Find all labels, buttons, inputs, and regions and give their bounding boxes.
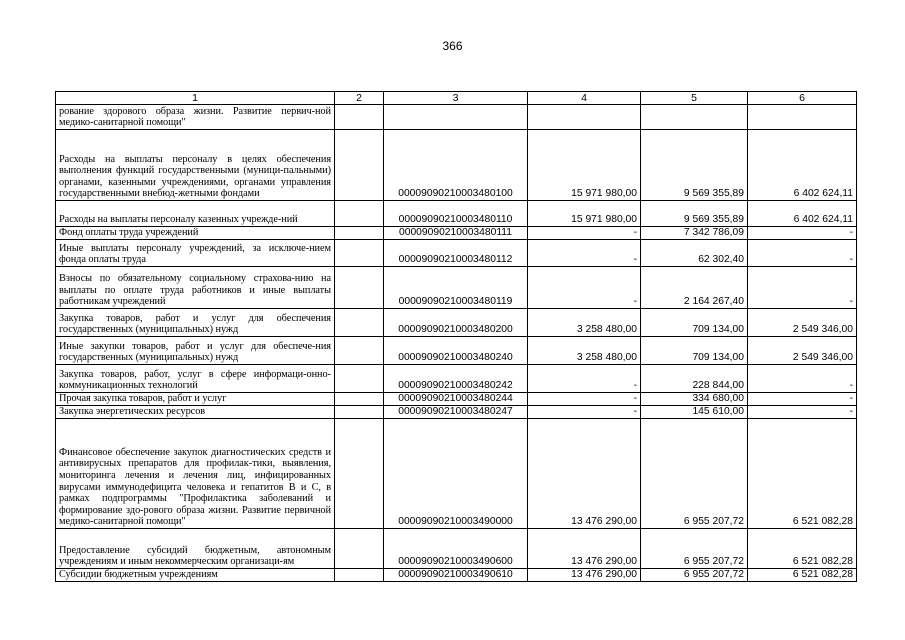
- page-number: 366: [442, 39, 463, 53]
- row-amount-4: 13 476 290,00: [528, 419, 641, 529]
- row-amount-5: 334 680,00: [641, 393, 748, 406]
- row-amount-4: -: [528, 365, 641, 393]
- header-col-6: 6: [748, 92, 857, 105]
- row-name: Закупка энергетических ресурсов: [56, 406, 335, 419]
- row-name: Иные выплаты персоналу учреждений, за исключе-нием фонда оплаты труда: [56, 240, 335, 267]
- row-code: 00009090210003480110: [384, 201, 528, 227]
- row-name: Фонд оплаты труда учреждений: [56, 227, 335, 240]
- budget-table: [55, 91, 857, 582]
- row-code: 00009090210003480240: [384, 337, 528, 365]
- table-row: [56, 227, 857, 240]
- row-code: 00009090210003480247: [384, 406, 528, 419]
- row-amount-6: [748, 105, 857, 130]
- row-code: 00009090210003480111: [384, 227, 528, 240]
- row-amount-6: 2 549 346,00: [748, 337, 857, 365]
- table-row: [56, 267, 857, 309]
- row-amount-4: -: [528, 267, 641, 309]
- row-amount-5: 9 569 355,89: [641, 130, 748, 201]
- row-amount-4: -: [528, 240, 641, 267]
- row-col2: [335, 267, 384, 309]
- row-amount-4: 13 476 290,00: [528, 569, 641, 582]
- row-amount-6: -: [748, 393, 857, 406]
- row-col2: [335, 227, 384, 240]
- row-amount-6: 6 521 082,28: [748, 529, 857, 569]
- row-name: рование здорового образа жизни. Развитие первич-ной медико-санитарной помощи": [56, 105, 335, 130]
- row-amount-6: -: [748, 240, 857, 267]
- row-amount-4: -: [528, 227, 641, 240]
- table-row: [56, 365, 857, 393]
- row-amount-4: -: [528, 393, 641, 406]
- row-amount-4: -: [528, 406, 641, 419]
- row-name: Предоставление субсидий бюджетным, автономным учреждениям и иным некоммерческим организаци-ям: [56, 529, 335, 569]
- table-row: [56, 130, 857, 201]
- row-name: Субсидии бюджетным учреждениям: [56, 569, 335, 582]
- table-row: [56, 337, 857, 365]
- row-col2: [335, 240, 384, 267]
- row-name: Закупка товаров, работ и услуг для обеспечения государственных (муниципальных) нужд: [56, 309, 335, 337]
- row-col2: [335, 419, 384, 529]
- row-col2: [335, 569, 384, 582]
- header-col-4: 4: [528, 92, 641, 105]
- row-amount-4: 13 476 290,00: [528, 529, 641, 569]
- row-amount-5: 7 342 786,09: [641, 227, 748, 240]
- table-row: [56, 419, 857, 529]
- row-name: Взносы по обязательному социальному страхова-нию на выплаты по оплате труда работников и иные выплаты работникам учреждений: [56, 267, 335, 309]
- row-col2: [335, 130, 384, 201]
- header-row: [56, 92, 857, 105]
- row-name: Расходы на выплаты персоналу казенных учрежде-ний: [56, 201, 335, 227]
- row-amount-4: 15 971 980,00: [528, 130, 641, 201]
- table-row: [56, 529, 857, 569]
- row-amount-6: 6 521 082,28: [748, 419, 857, 529]
- row-amount-5: 62 302,40: [641, 240, 748, 267]
- row-amount-4: 3 258 480,00: [528, 309, 641, 337]
- row-col2: [335, 201, 384, 227]
- row-col2: [335, 365, 384, 393]
- row-code: 00009090210003480119: [384, 267, 528, 309]
- row-name: Прочая закупка товаров, работ и услуг: [56, 393, 335, 406]
- row-amount-6: 2 549 346,00: [748, 309, 857, 337]
- row-amount-5: 9 569 355,89: [641, 201, 748, 227]
- row-name: Финансовое обеспечение закупок диагностических средств и антивирусных препаратов для профилак-тики, выявления, мониторинга лечения и лечения лиц, инфицированных вирусами иммунодефицита человека и гепатитов B и C, в рамках подпрограммы "Профилактика заболеваний и формирование здо-рового образа жизни. Развитие первичной медико-санитарной помощи": [56, 419, 335, 529]
- row-amount-5: 6 955 207,72: [641, 419, 748, 529]
- row-col2: [335, 337, 384, 365]
- row-amount-4: [528, 105, 641, 130]
- row-amount-6: 6 402 624,11: [748, 130, 857, 201]
- table-row: [56, 569, 857, 582]
- row-amount-4: 3 258 480,00: [528, 337, 641, 365]
- row-amount-5: [641, 105, 748, 130]
- header-col-1: 1: [56, 92, 335, 105]
- row-code: 00009090210003480100: [384, 130, 528, 201]
- row-amount-5: 6 955 207,72: [641, 529, 748, 569]
- row-amount-4: 15 971 980,00: [528, 201, 641, 227]
- row-amount-5: 145 610,00: [641, 406, 748, 419]
- row-amount-6: -: [748, 406, 857, 419]
- header-col-2: 2: [335, 92, 384, 105]
- row-code: 00009090210003490610: [384, 569, 528, 582]
- row-code: 00009090210003480244: [384, 393, 528, 406]
- table-row: [56, 105, 857, 130]
- row-amount-5: 709 134,00: [641, 309, 748, 337]
- row-name: Закупка товаров, работ, услуг в сфере информаци-онно-коммуникационных технологий: [56, 365, 335, 393]
- header-col-5: 5: [641, 92, 748, 105]
- row-col2: [335, 105, 384, 130]
- row-col2: [335, 406, 384, 419]
- row-code: 00009090210003480242: [384, 365, 528, 393]
- table-row: [56, 393, 857, 406]
- row-name: Иные закупки товаров, работ и услуг для обеспече-ния государственных (муниципальных) нужд: [56, 337, 335, 365]
- row-amount-6: -: [748, 227, 857, 240]
- row-name: Расходы на выплаты персоналу в целях обеспечения выполнения функций государственными (муници-пальными) органами, казенными учреждениями, органами управления государственными внебюд-жетными фондами: [56, 130, 335, 201]
- row-amount-6: -: [748, 267, 857, 309]
- table-row: [56, 406, 857, 419]
- row-amount-6: 6 521 082,28: [748, 569, 857, 582]
- row-code: 00009090210003480200: [384, 309, 528, 337]
- row-amount-6: 6 402 624,11: [748, 201, 857, 227]
- row-code: [384, 105, 528, 130]
- row-amount-5: 228 844,00: [641, 365, 748, 393]
- row-amount-6: -: [748, 365, 857, 393]
- row-code: 00009090210003490600: [384, 529, 528, 569]
- row-col2: [335, 529, 384, 569]
- header-col-3: 3: [384, 92, 528, 105]
- table-row: [56, 309, 857, 337]
- row-amount-5: 709 134,00: [641, 337, 748, 365]
- table-row: [56, 201, 857, 227]
- row-code: 00009090210003480112: [384, 240, 528, 267]
- table-row: [56, 240, 857, 267]
- row-amount-5: 2 164 267,40: [641, 267, 748, 309]
- row-amount-5: 6 955 207,72: [641, 569, 748, 582]
- row-col2: [335, 309, 384, 337]
- row-code: 00009090210003490000: [384, 419, 528, 529]
- row-col2: [335, 393, 384, 406]
